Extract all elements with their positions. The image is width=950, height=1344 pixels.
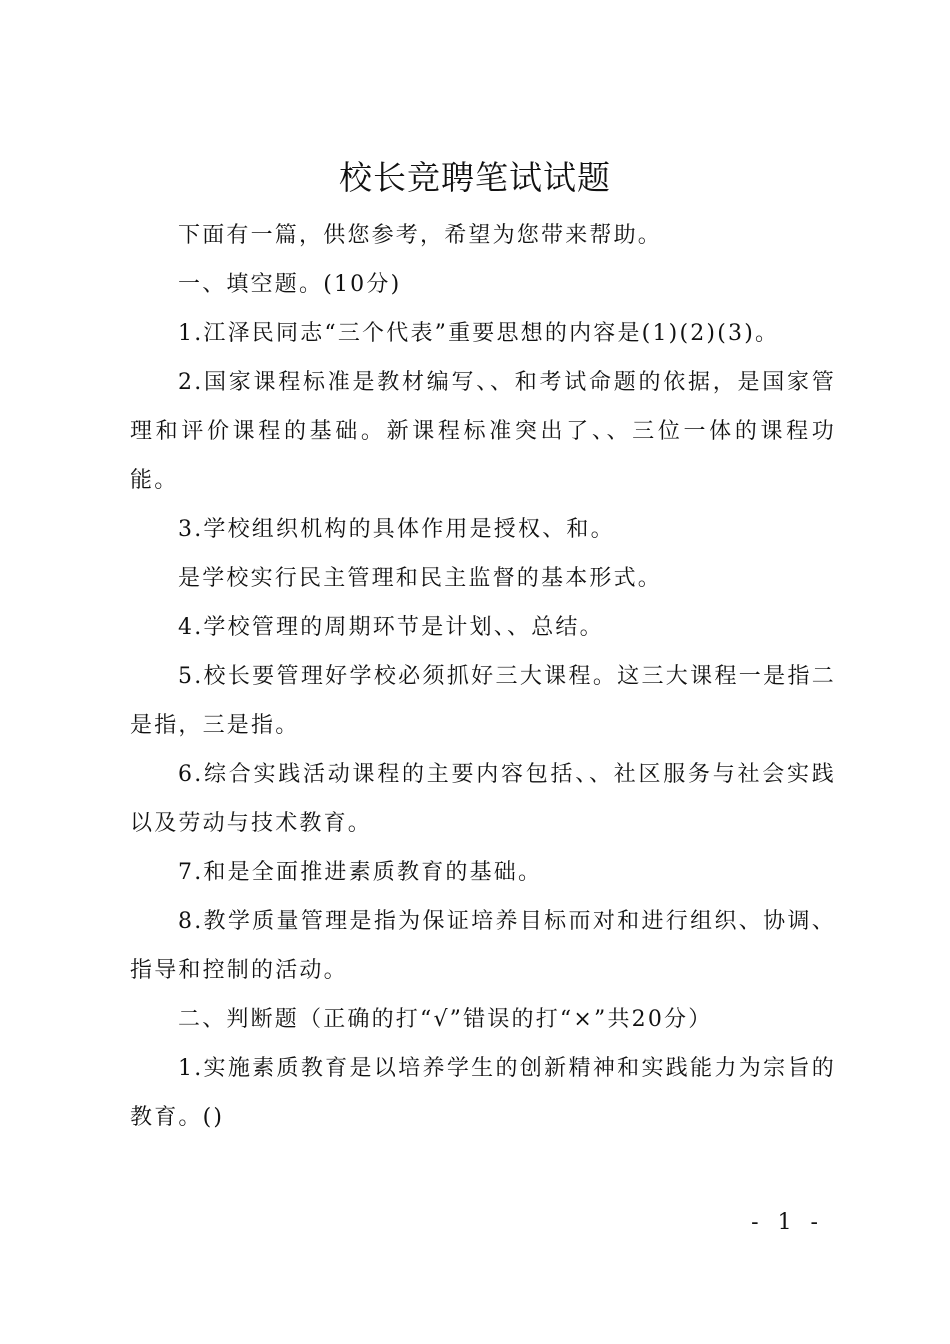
question-3-continued: 是学校实行民主管理和民主监督的基本形式。 — [178, 566, 663, 591]
question-5: 5.校长要管理好学校必须抓好三大课程。这三大课程一是指二是指，三是指。 — [130, 664, 836, 738]
question-3: 3.学校组织机构的具体作用是授权、和。 — [178, 517, 615, 542]
tf-question-1: 1.实施素质教育是以培养学生的创新精神和实践能力为宗旨的教育。() — [130, 1056, 836, 1130]
question-1: 1.江泽民同志“三个代表”重要思想的内容是(1)(2)(3)。 — [178, 321, 780, 346]
section-heading-fill-in: 一、填空题。(10分) — [178, 272, 402, 297]
question-2: 2.国家课程标准是教材编写、、和考试命题的依据，是国家管理和评价课程的基础。新课程标准突出了、、三位一体的课程功能。 — [130, 370, 836, 493]
section-heading-true-false: 二、判断题（正确的打“√”错误的打“×”共20分） — [178, 1007, 713, 1032]
page-number: - 1 - — [751, 1210, 824, 1235]
question-4: 4.学校管理的周期环节是计划、、总结。 — [178, 615, 604, 640]
document-body — [130, 211, 836, 1142]
question-7: 7.和是全面推进素质教育的基础。 — [178, 860, 543, 885]
question-8: 8.教学质量管理是指为保证培养目标而对和进行组织、协调、指导和控制的活动。 — [130, 909, 836, 983]
document-title: 校长竞聘笔试试题 — [339, 158, 611, 197]
question-6: 6.综合实践活动课程的主要内容包括、、社区服务与社会实践以及劳动与技术教育。 — [130, 762, 836, 836]
intro-paragraph: 下面有一篇，供您参考，希望为您带来帮助。 — [178, 223, 663, 248]
